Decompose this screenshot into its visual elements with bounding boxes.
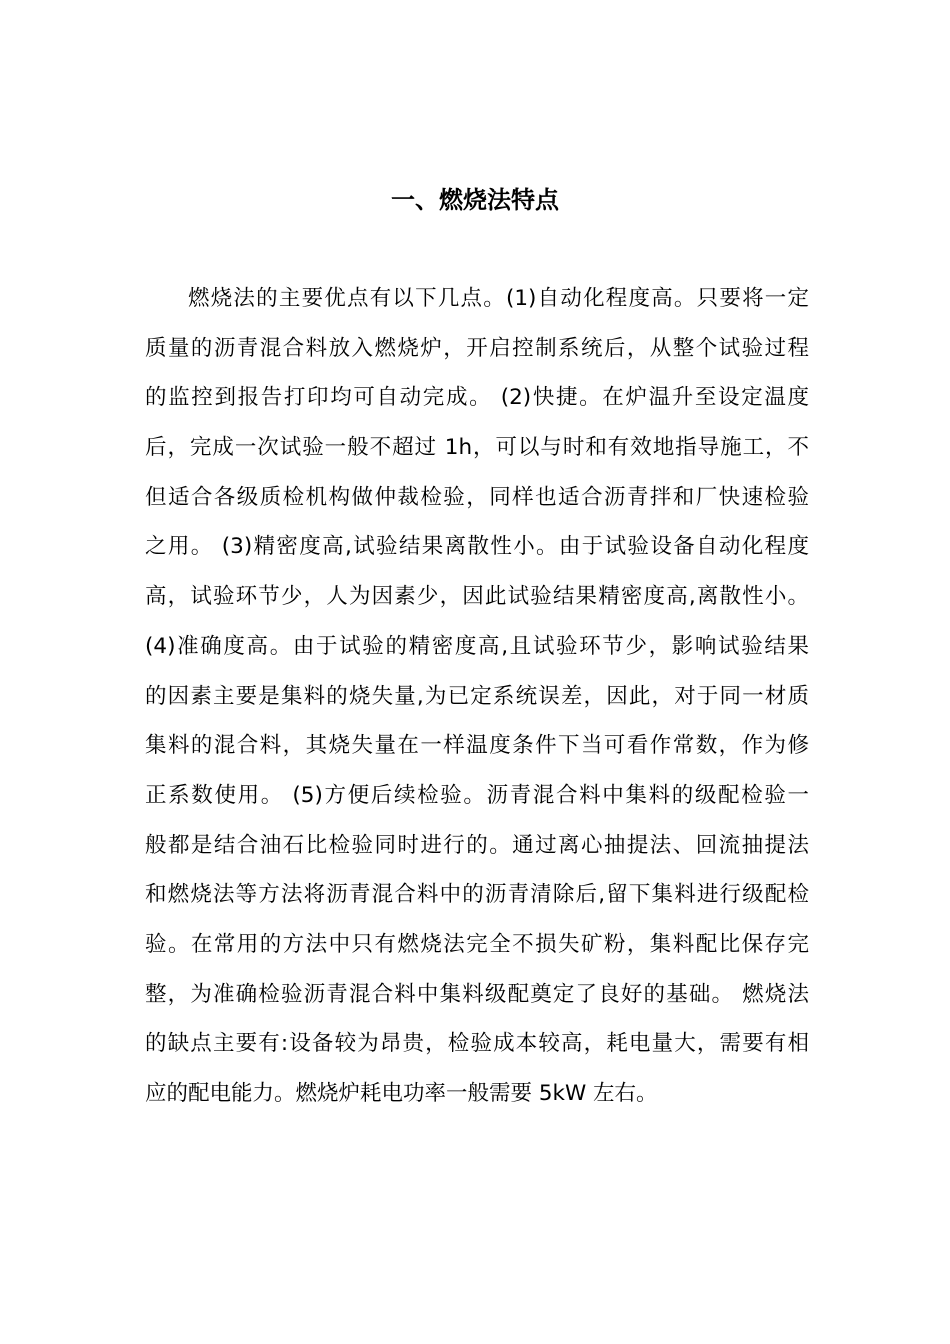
document-title: 一、燃烧法特点 — [391, 186, 559, 214]
paragraph-line: 之用。 (3)精密度高,试验结果离散性小。由于试验设备自动化程度 — [145, 534, 809, 560]
paragraph-line: 的因素主要是集料的烧失量,为已定系统误差，因此，对于同一材质 — [145, 683, 809, 709]
paragraph-line: 高，试验环节少，人为因素少，因此试验结果精密度高,离散性小。 — [145, 584, 809, 610]
paragraph-line: 的监控到报告打印均可自动完成。 (2)快捷。在炉温升至设定温度 — [145, 385, 809, 411]
paragraph-line: 但适合各级质检机构做仲裁检验，同样也适合沥青拌和厂快速检验 — [145, 484, 809, 510]
paragraph-line: 般都是结合油石比检验同时进行的。通过离心抽提法、回流抽提法 — [145, 832, 809, 858]
paragraph-line: 正系数使用。 (5)方便后续检验。沥青混合料中集料的级配检验一 — [145, 782, 809, 808]
paragraph-line: 后，完成一次试验一般不超过 1h，可以与时和有效地指导施工，不 — [145, 435, 809, 461]
paragraph-line: 和燃烧法等方法将沥青混合料中的沥青清除后,留下集料进行级配检 — [145, 882, 809, 908]
paragraph-line: 集料的混合料，其烧失量在一样温度条件下当可看作常数，作为修 — [145, 733, 809, 759]
paragraph-line: 质量的沥青混合料放入燃烧炉，开启控制系统后，从整个试验过程 — [145, 335, 809, 361]
paragraph-line: (4)准确度高。由于试验的精密度高,且试验环节少，影响试验结果 — [145, 633, 809, 659]
paragraph-line: 的缺点主要有:设备较为昂贵，检验成本较高，耗电量大，需要有相 — [145, 1031, 809, 1057]
paragraph-line: 验。在常用的方法中只有燃烧法完全不损失矿粉，集料配比保存完 — [145, 931, 809, 957]
body-paragraph — [145, 284, 809, 1129]
paragraph-line: 整，为准确检验沥青混合料中集料级配奠定了良好的基础。 燃烧法 — [145, 981, 809, 1007]
paragraph-line: 应的配电能力。燃烧炉耗电功率一般需要 5kW 左右。 — [145, 1081, 658, 1106]
paragraph-line: 燃烧法的主要优点有以下几点。(1)自动化程度高。只要将一定 — [188, 286, 809, 311]
